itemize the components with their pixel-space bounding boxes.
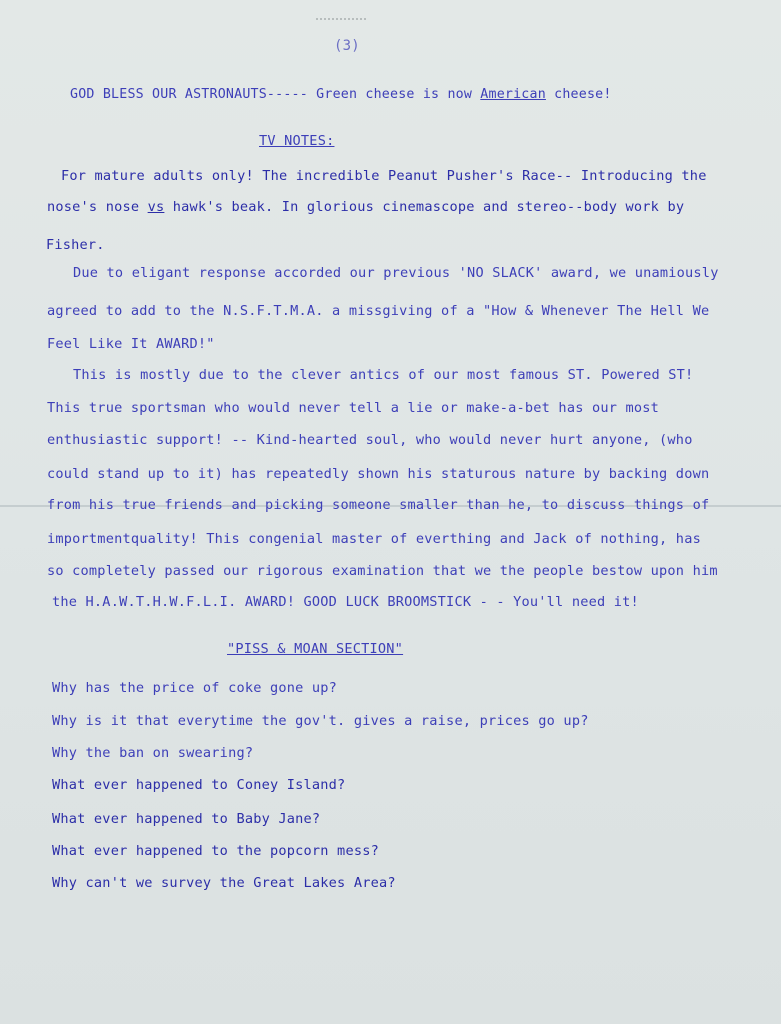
question-5: What ever happened to Baby Jane?: [52, 811, 321, 827]
tv-notes-para3-line2: This true sportsman who would never tell a lie or make-a-bet has our most: [47, 400, 660, 416]
paper-tear-mark: [316, 6, 366, 20]
para1-line2-underlined: vs: [147, 199, 165, 215]
tv-notes-para1-line1: For mature adults only! The incredible Peanut Pusher's Race-- Introducing the: [61, 168, 707, 184]
tv-notes-para1-line2: [47, 199, 684, 215]
page-number: (3): [334, 38, 360, 54]
para1-line2-b: hawk's beak. In glorious cinemascope and stereo--body work by: [164, 199, 685, 215]
tv-notes-para1-line3: Fisher.: [46, 237, 105, 253]
tv-notes-heading: TV NOTES:: [259, 133, 335, 149]
tv-notes-para2-line1: Due to eligant response accorded our previous 'NO SLACK' award, we unamiously: [73, 265, 719, 281]
tv-notes-para3-line8: the H.A.W.T.H.W.F.L.I. AWARD! GOOD LUCK BROOMSTICK - - You'll need it!: [52, 594, 639, 610]
question-7: Why can't we survey the Great Lakes Area?: [52, 875, 396, 891]
question-2: Why is it that everytime the gov't. gives a raise, prices go up?: [52, 713, 589, 729]
question-1: Why has the price of coke gone up?: [52, 680, 338, 696]
piss-moan-heading: "PISS & MOAN SECTION": [227, 641, 404, 657]
para1-line2-a: nose's nose: [47, 199, 148, 215]
headline: [70, 87, 612, 102]
headline-part2: cheese!: [545, 87, 612, 102]
question-3: Why the ban on swearing?: [52, 745, 254, 761]
tv-notes-para2-line3: Feel Like It AWARD!": [47, 336, 215, 352]
tv-notes-para3-line6: importmentquality! This congenial master of everthing and Jack of nothing, has: [47, 531, 701, 547]
headline-part1: GOD BLESS OUR ASTRONAUTS----- Green cheese is now: [70, 87, 481, 102]
tv-notes-para3-line5: from his true friends and picking someone smaller than he, to discuss things of: [47, 497, 710, 513]
question-4: What ever happened to Coney Island?: [52, 777, 346, 793]
headline-underlined: American: [480, 87, 546, 102]
tv-notes-para3-line7: so completely passed our rigorous examination that we the people bestow upon him: [47, 563, 718, 579]
tv-notes-para3-line3: enthusiastic support! -- Kind-hearted soul, who would never hurt anyone, (who: [47, 432, 693, 448]
tv-notes-para3-line4: could stand up to it) has repeatedly shown his staturous nature by backing down: [47, 466, 710, 482]
question-6: What ever happened to the popcorn mess?: [52, 843, 379, 859]
tv-notes-para3-line1: This is mostly due to the clever antics of our most famous ST. Powered ST!: [73, 367, 694, 383]
tv-notes-para2-line2: agreed to add to the N.S.F.T.M.A. a missgiving of a "How & Whenever The Hell We: [47, 303, 710, 319]
